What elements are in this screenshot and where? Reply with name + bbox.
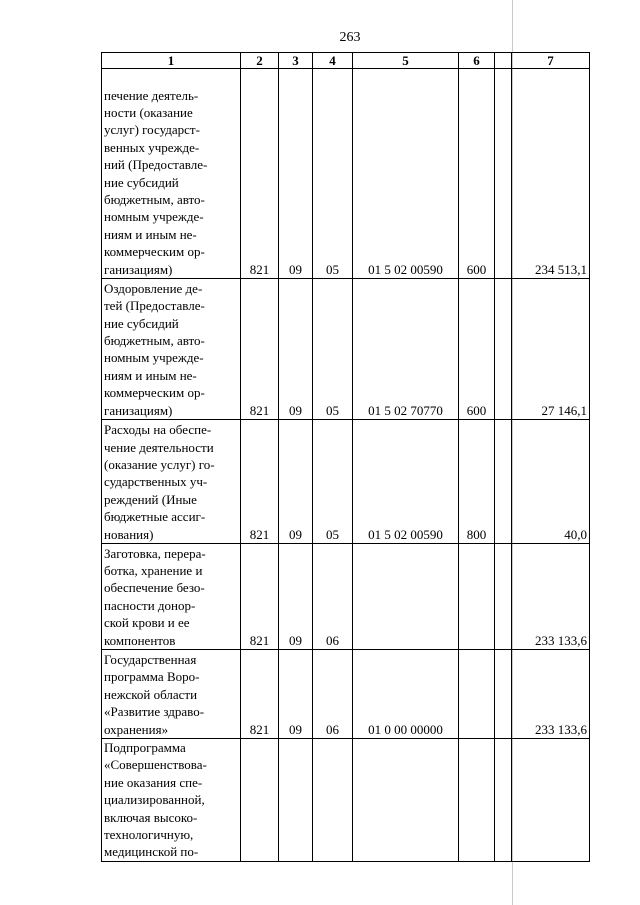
row-name: Подпрограмма «Совершенствова- ние оказания спе- циализированной, включая высоко- технологичную, медицинской по-	[102, 739, 241, 862]
row-col-blank	[495, 279, 512, 420]
row-col-5: 01 5 02 00590	[353, 420, 459, 544]
row-col-4: 05	[313, 69, 353, 279]
row-col-4	[313, 739, 353, 862]
row-col-7: 233 133,6	[512, 650, 590, 739]
row-col-7: 27 146,1	[512, 279, 590, 420]
row-col-5: 01 5 02 00590	[353, 69, 459, 279]
row-col-6	[459, 650, 495, 739]
row-col-blank	[495, 544, 512, 650]
header-col-7: 7	[512, 53, 590, 69]
row-col-3: 09	[279, 279, 313, 420]
table-row	[102, 544, 590, 650]
row-col-blank	[495, 420, 512, 544]
header-col-3: 3	[279, 53, 313, 69]
row-col-6: 800	[459, 420, 495, 544]
row-col-2: 821	[241, 279, 279, 420]
row-name: Заготовка, перера- ботка, хранение и обеспечение безо- пасности донор- ской крови и ее компонентов	[102, 544, 241, 650]
row-col-4: 06	[313, 544, 353, 650]
row-col-3: 09	[279, 69, 313, 279]
header-col-6: 6	[459, 53, 495, 69]
row-col-6: 600	[459, 279, 495, 420]
row-col-3: 09	[279, 650, 313, 739]
row-col-4: 05	[313, 279, 353, 420]
row-col-7: 233 133,6	[512, 544, 590, 650]
table-row	[102, 739, 590, 862]
row-col-4: 06	[313, 650, 353, 739]
row-name: Расходы на обеспе- чение деятельности (оказание услуг) го- сударственных уч- реждений (Иные бюджетные ассиг- нования)	[102, 420, 241, 544]
table-row	[102, 69, 590, 279]
row-col-5	[353, 739, 459, 862]
header-col-1: 1	[102, 53, 241, 69]
row-col-7	[512, 739, 590, 862]
row-col-3	[279, 739, 313, 862]
row-col-2: 821	[241, 650, 279, 739]
table-row	[102, 420, 590, 544]
row-name: Оздоровление де- тей (Предоставле- ние субсидий бюджетным, авто- номным учрежде- ниям и иным не- коммерческим ор- ганизациям)	[102, 279, 241, 420]
row-col-3: 09	[279, 544, 313, 650]
row-col-5: 01 0 00 00000	[353, 650, 459, 739]
row-col-5: 01 5 02 70770	[353, 279, 459, 420]
row-col-blank	[495, 650, 512, 739]
table-row	[102, 650, 590, 739]
row-col-2: 821	[241, 69, 279, 279]
header-col-blank	[495, 53, 512, 69]
row-col-2	[241, 739, 279, 862]
page-number: 263	[339, 30, 361, 45]
row-col-blank	[495, 69, 512, 279]
row-col-2: 821	[241, 544, 279, 650]
header-col-5: 5	[353, 53, 459, 69]
row-col-6: 600	[459, 69, 495, 279]
row-col-6	[459, 544, 495, 650]
row-col-4: 05	[313, 420, 353, 544]
row-col-2: 821	[241, 420, 279, 544]
header-row	[102, 53, 590, 69]
table-row	[102, 279, 590, 420]
row-name: печение деятель- ности (оказание услуг) государст- венных учрежде- ний (Предоставле- ние субсидий бюджетным, авто- номным учрежде- ниям и иным не- коммерческим ор- ганизациям)	[102, 69, 241, 279]
row-col-3: 09	[279, 420, 313, 544]
row-col-7: 40,0	[512, 420, 590, 544]
row-col-7: 234 513,1	[512, 69, 590, 279]
header-col-2: 2	[241, 53, 279, 69]
row-col-blank	[495, 739, 512, 862]
row-col-5	[353, 544, 459, 650]
header-col-4: 4	[313, 53, 353, 69]
row-name: Государственная программа Воро- нежской области «Развитие здраво- охранения»	[102, 650, 241, 739]
budget-table	[101, 52, 590, 862]
row-col-6	[459, 739, 495, 862]
